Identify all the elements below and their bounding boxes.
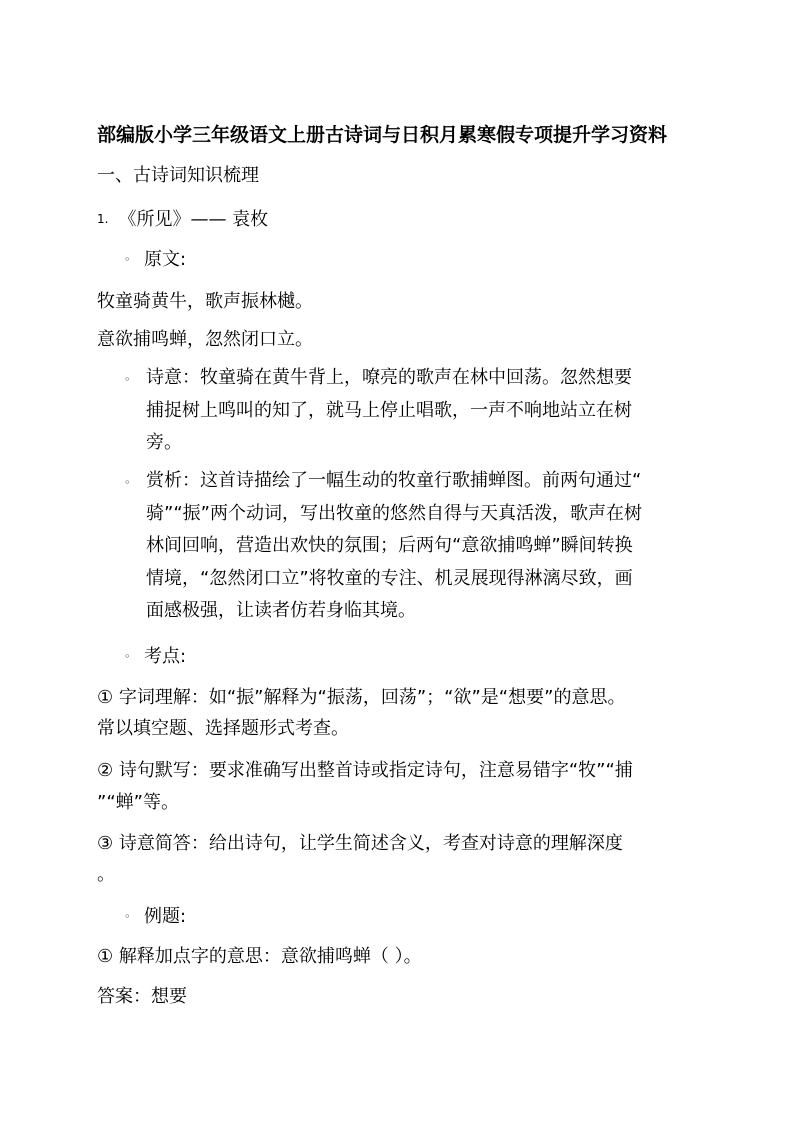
poem-title: 《所见》—— 袁枚 (118, 209, 269, 230)
analysis-paragraph (146, 465, 706, 628)
bullet-icon: ◦ (124, 253, 131, 266)
analysis-line: 面感极强，让读者仿若身临其境。 (146, 600, 416, 621)
bullet-points (124, 642, 186, 668)
bullet-original (124, 245, 186, 271)
analysis-line: 骑”“振”两个动词，写出牧童的悠然自得与天真活泼，歌声在树 (146, 502, 642, 524)
bullet-icon: ◦ (124, 650, 131, 663)
list-number: 1. (97, 212, 109, 226)
point-line: 。 (97, 864, 115, 885)
document-title: 部编版小学三年级语文上册古诗词与日积月累寒假专项提升学习资料 (97, 124, 668, 146)
points-label: 考点: (144, 646, 187, 667)
meaning-line: 诗意：牧童骑在黄牛背上，嘹亮的歌声在林中回荡。忽然想要 (146, 367, 632, 388)
point-line: ③ 诗意简答：给出诗句，让学生简述含义，考查对诗意的理解深度 (97, 833, 623, 854)
example-label: 例题: (144, 906, 187, 927)
analysis-line: 情境，“忽然闭口立”将牧童的专注、机灵展现得淋漓尽致，画 (146, 567, 633, 589)
example-answer: 答案：想要 (97, 986, 187, 1007)
point-line: 常以填空题、选择题形式考查。 (97, 718, 349, 739)
meaning-line: 捕捉树上鸣叫的知了，就马上停止唱歌，一声不响地站立在树 (146, 399, 632, 421)
section-heading: 一、古诗词知识梳理 (97, 165, 259, 186)
poem-heading (97, 205, 268, 231)
poem-line: 意欲捕鸣蝉，忽然闭口立。 (97, 329, 313, 350)
bullet-icon: ◦ (124, 476, 131, 489)
bullet-icon: ◦ (124, 373, 131, 386)
analysis-line: 赏析：这首诗描绘了一幅生动的牧童行歌捕蝉图。前两句通过“ (146, 470, 642, 491)
point-line: ① 字词理解：如“振”解释为“振荡，回荡”；“欲”是“想要”的意思。 (97, 687, 626, 708)
poem-line: 牧童骑黄牛，歌声振林樾。 (97, 291, 313, 312)
example-question: ① 解释加点字的意思：意欲捕鸣蝉（ ）。 (97, 946, 422, 967)
bullet-icon: ◦ (124, 910, 131, 923)
point-line: ② 诗句默写：要求准确写出整首诗或指定诗句，注意易错字“牧”“捕 (97, 760, 633, 781)
original-label: 原文: (144, 249, 187, 270)
analysis-line: 林间回响，营造出欢快的氛围；后两句“意欲捕鸣蝉”瞬间转换 (146, 535, 633, 556)
meaning-line: 旁。 (146, 432, 182, 453)
bullet-example (124, 902, 186, 928)
meaning-paragraph (146, 362, 706, 460)
point-line: ”“蝉”等。 (97, 792, 179, 813)
